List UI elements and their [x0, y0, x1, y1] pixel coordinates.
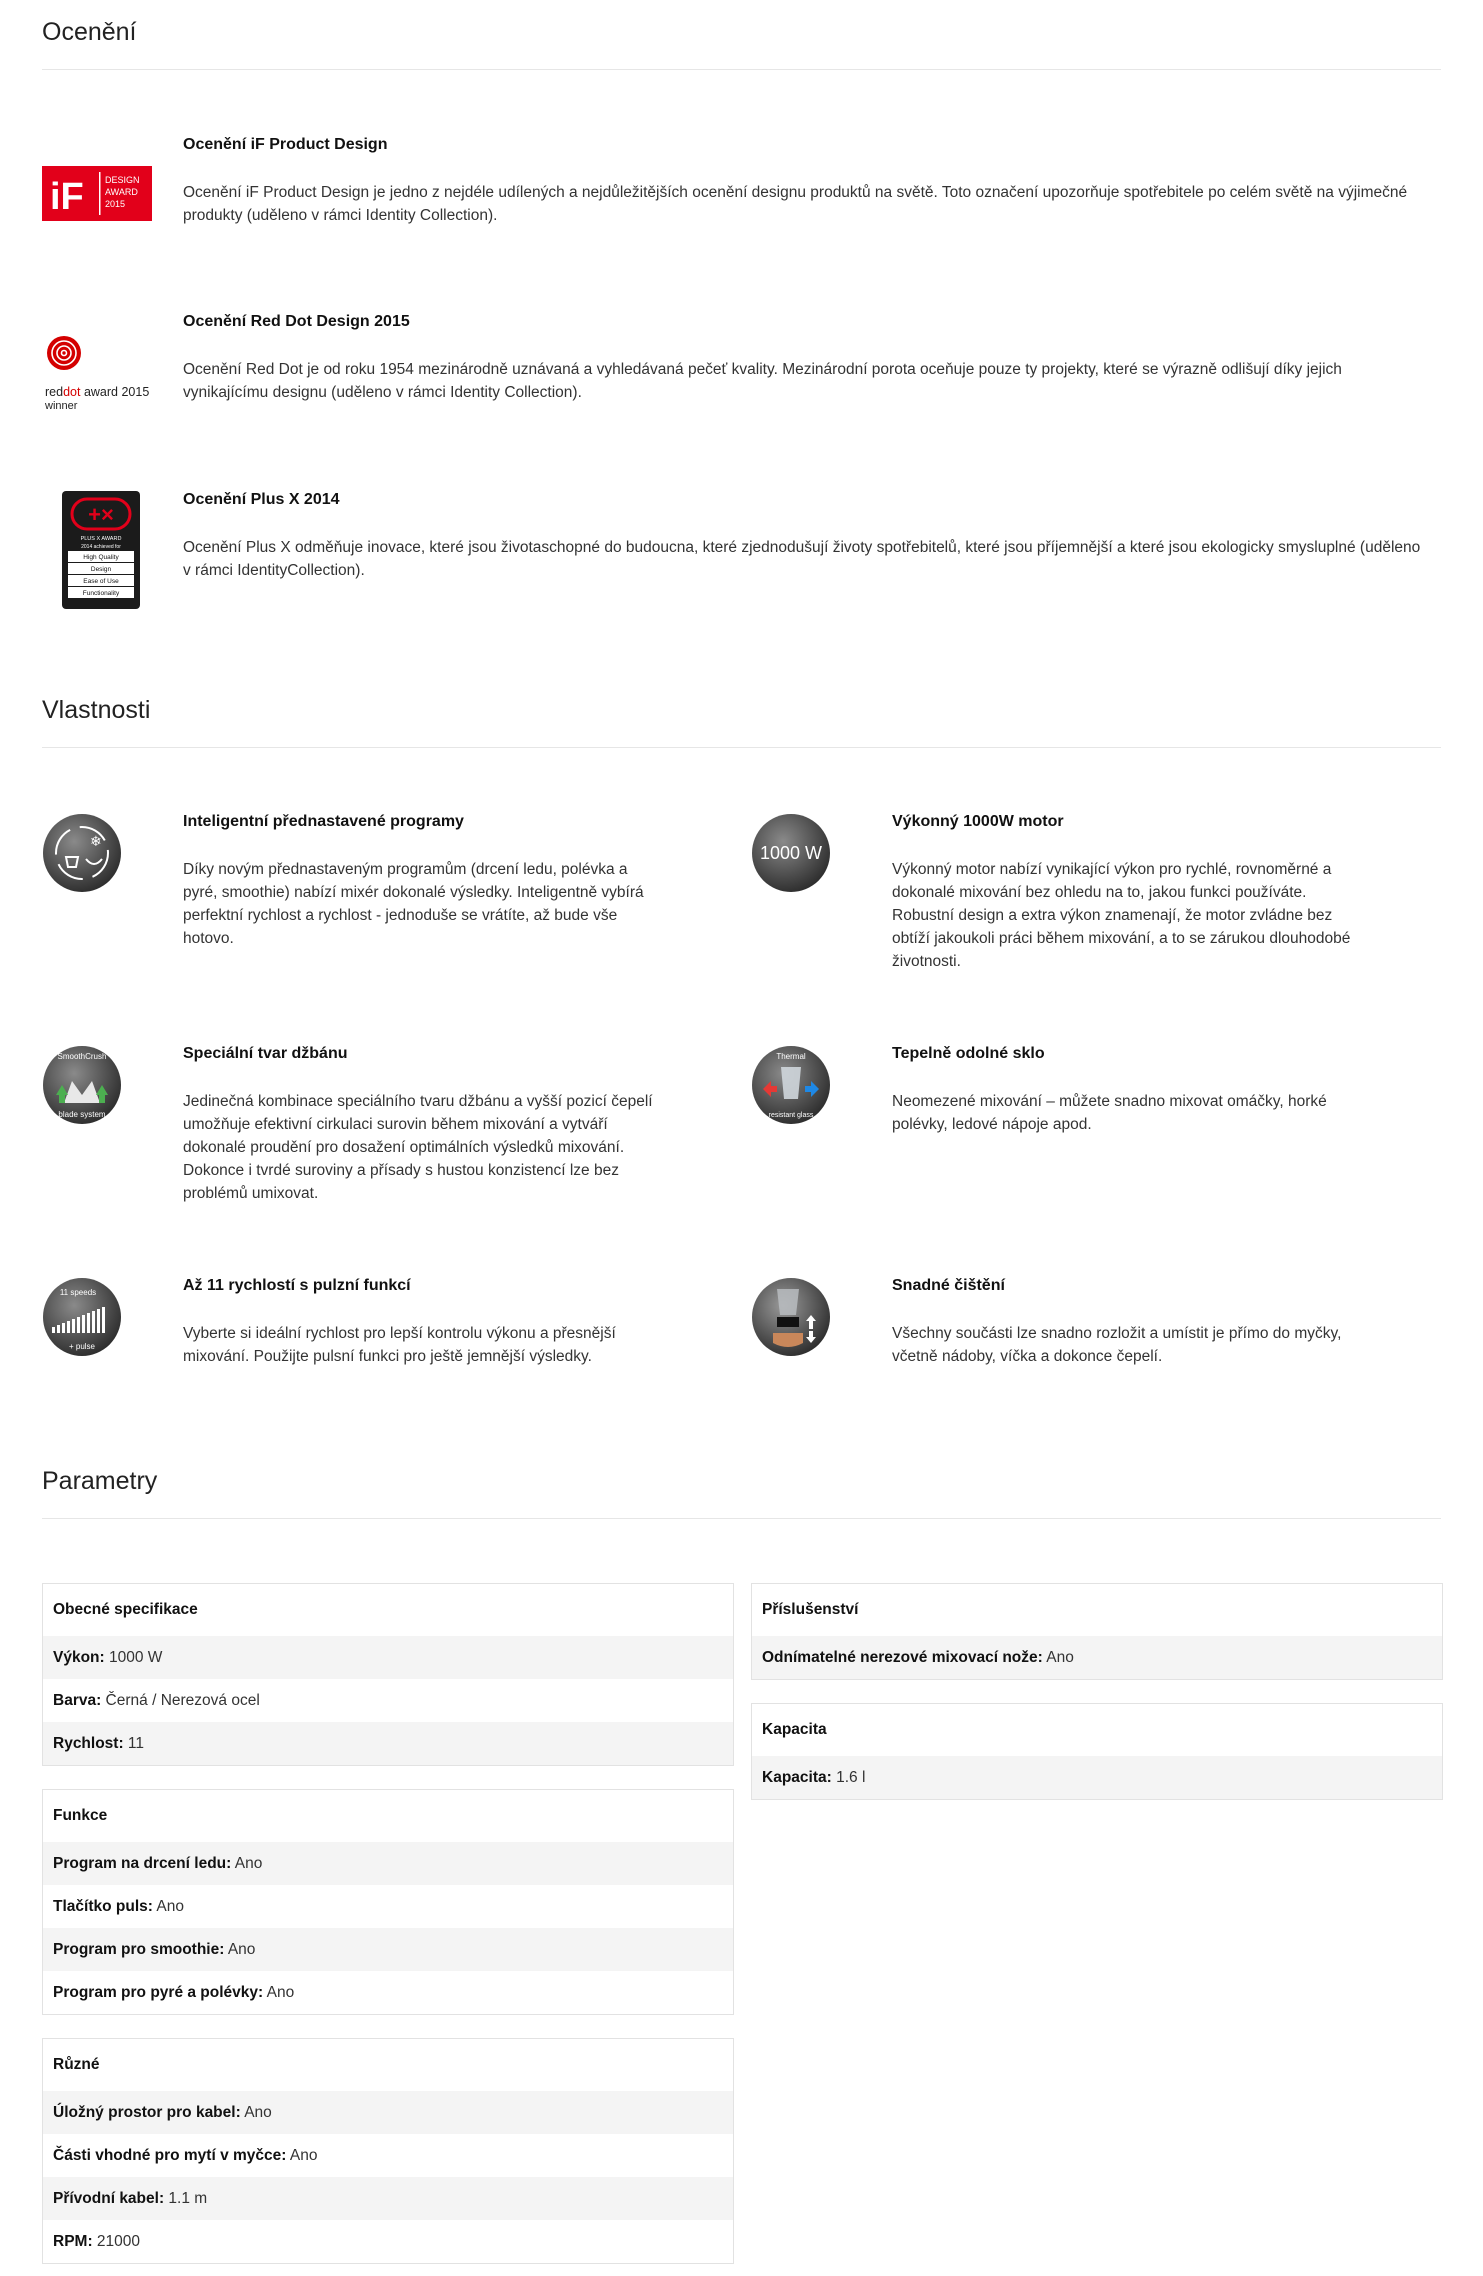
spec-row — [43, 2177, 733, 2220]
spec-table-accessories — [751, 1583, 1443, 1680]
spec-row — [43, 2091, 733, 2134]
motor-icon-label: 1000 W — [759, 843, 823, 863]
smoothcrush-blade-icon — [42, 1045, 122, 1125]
spec-row — [43, 1928, 733, 1971]
feature-item — [42, 813, 644, 973]
if-design-award-logo — [42, 166, 170, 221]
spec-table-heading: Kapacita — [762, 1721, 827, 1738]
plus-x-category-2: Design — [90, 566, 112, 573]
svg-text:+×: +× — [88, 502, 114, 527]
spec-label: Program pro smoothie: — [53, 1941, 225, 1958]
plus-x-category-1: High Quality — [83, 554, 119, 561]
plus-x-category-4: Functionality — [82, 590, 120, 597]
if-logo-mark: iF — [50, 176, 84, 218]
thermal-top-text: Thermal — [776, 1052, 806, 1061]
plus-x-header: PLUS X AWARD — [80, 536, 122, 542]
feature-title: Výkonný 1000W motor — [892, 813, 1064, 830]
spec-table-misc — [42, 2038, 734, 2264]
spec-value: Ano — [263, 1984, 295, 2001]
spec-row — [752, 1636, 1442, 1679]
spec-table-capacity — [751, 1703, 1443, 1800]
if-logo-line-3: 2015 — [105, 199, 126, 209]
feature-description: Jedinečná kombinace speciálního tvaru džbánu a vyšší pozicí čepelí umožňuje efektivní cirkulaci surovin během mixování a vytváří dokonalé proudění pro dosažení optimálních výsledků mixování. Dokonce i tvrdé suroviny a přísady s hustou konzistencí lze bez problémů umixovat. — [183, 1093, 653, 1202]
features-divider — [42, 747, 1441, 748]
if-logo-line-2: AWARD — [105, 187, 138, 197]
award-title: Ocenění Red Dot Design 2015 — [183, 313, 410, 330]
spec-value: Ano — [286, 2147, 318, 2164]
spec-table-heading: Různé — [53, 2056, 100, 2073]
if-logo-line-1: DESIGN — [105, 175, 140, 185]
plus-x-subheader: 2014 achieved for — [81, 544, 121, 550]
speeds-top-text: 11 speeds — [59, 1288, 97, 1297]
red-dot-year: award 2015 — [80, 385, 150, 399]
thermal-glass-icon — [751, 1045, 831, 1125]
smoothcrush-bottom-text: blade system — [58, 1110, 106, 1119]
feature-description: Vyberte si ideální rychlost pro lepší kontrolu výkonu a přesnější mixování. Použijte pulsní funkci pro ještě jemnější výsledky. — [183, 1325, 616, 1365]
spec-row — [43, 2220, 733, 2263]
award-description: Ocenění Plus X odměňuje inovace, které jsou životaschopné do budoucna, které zjednodušují životy spotřebitelů, které jsou příjemnější a které jsou ekologicky smysluplné (uděleno v rámci IdentityCollection). — [183, 539, 1421, 579]
plus-x-category-3: Ease of Use — [83, 578, 119, 585]
spec-row — [43, 1885, 733, 1928]
spec-value: 1000 W — [104, 1649, 163, 1666]
spec-value: 21000 — [92, 2233, 141, 2250]
spec-label: Barva: — [53, 1692, 102, 1709]
speeds-bottom-text: + pulse — [68, 1342, 96, 1351]
spec-table-heading: Funkce — [53, 1807, 108, 1824]
spec-value: Ano — [224, 1941, 256, 1958]
feature-item — [751, 1045, 1327, 1165]
feature-title: Snadné čištění — [892, 1277, 1005, 1294]
spec-row — [43, 1971, 733, 2014]
award-description: Ocenění Red Dot je od roku 1954 mezinárodně uznávaná a vyhledávaná pečeť kvality. Mezinárodní porota oceňuje pouze ty projekty, které se výrazně odlišují díky jejich vynikajícímu designu (uděleno v rámci Identity Collection). — [183, 361, 1342, 401]
spec-label: Výkon: — [53, 1649, 105, 1666]
feature-title: Tepelně odolné sklo — [892, 1045, 1045, 1062]
smart-programs-icon — [42, 813, 122, 893]
spec-label: Přívodní kabel: — [53, 2190, 165, 2207]
spec-label: RPM: — [53, 2233, 93, 2250]
feature-title: Až 11 rychlostí s pulzní funkcí — [183, 1277, 411, 1294]
red-dot-brand-dot: dot — [63, 385, 81, 399]
spec-table-heading: Příslušenství — [762, 1601, 859, 1618]
spec-value: 1.6 l — [831, 1769, 866, 1786]
spec-value: Ano — [1042, 1649, 1074, 1666]
feature-title: Speciální tvar džbánu — [183, 1045, 348, 1062]
motor-1000w-icon — [751, 813, 831, 893]
speeds-pulse-icon — [42, 1277, 122, 1357]
spec-value: Ano — [152, 1898, 184, 1915]
awards-section-title: Ocenění — [42, 18, 137, 46]
spec-label: Tlačítko puls: — [53, 1898, 153, 1915]
easy-cleaning-icon — [751, 1277, 831, 1357]
award-item-red-dot — [42, 313, 1441, 433]
feature-description: Všechny součásti lze snadno rozložit a umístit je přímo do myčky, včetně nádoby, víčka a dokonce čepelí. — [892, 1325, 1342, 1365]
feature-description: Neomezené mixování – můžete snadno mixovat omáčky, horké polévky, ledové nápoje apod. — [892, 1093, 1327, 1133]
spec-table-heading: Obecné specifikace — [53, 1601, 198, 1618]
feature-item — [751, 813, 1351, 973]
spec-label: Části vhodné pro mytí v myčce: — [53, 2147, 287, 2164]
award-item-plus-x — [42, 491, 1441, 621]
feature-item — [751, 1277, 1342, 1397]
red-dot-award-logo — [42, 333, 170, 415]
award-title: Ocenění Plus X 2014 — [183, 491, 340, 508]
spec-label: Kapacita: — [762, 1769, 832, 1786]
spec-row — [43, 1842, 733, 1885]
feature-item — [42, 1045, 653, 1225]
spec-value: Ano — [231, 1855, 263, 1872]
spec-label: Úložný prostor pro kabel: — [53, 2104, 241, 2121]
spec-row — [43, 1722, 733, 1765]
spec-row — [43, 1636, 733, 1679]
svg-text:❄: ❄ — [90, 834, 102, 850]
award-item-if — [42, 136, 1441, 256]
red-dot-brand-red: red — [45, 385, 64, 399]
spec-value: 1.1 m — [164, 2190, 208, 2207]
spec-label: Odnímatelné nerezové mixovací nože: — [762, 1649, 1043, 1666]
spec-value: Ano — [240, 2104, 272, 2121]
svg-text:reddot award 2015 — [45, 385, 149, 399]
spec-table-general — [42, 1583, 734, 1766]
spec-label: Program na drcení ledu: — [53, 1855, 232, 1872]
spec-label: Program pro pyré a polévky: — [53, 1984, 264, 2001]
feature-description: Díky novým přednastaveným programům (drcení ledu, polévka a pyré, smoothie) nabízí mixér dokonalé výsledky. Inteligentně vybírá perfektní rychlost a rychlost - jednoduše se vrátíte, až bude vše hotovo. — [183, 861, 644, 947]
params-divider — [42, 1518, 1441, 1519]
feature-item — [42, 1277, 616, 1397]
spec-label: Rychlost: — [53, 1735, 124, 1752]
feature-title: Inteligentní přednastavené programy — [183, 813, 464, 830]
award-title: Ocenění iF Product Design — [183, 136, 388, 153]
plus-x-award-logo — [62, 491, 190, 609]
spec-row — [752, 1756, 1442, 1799]
spec-value: 11 — [123, 1735, 145, 1752]
smoothcrush-top-text: SmoothCrush — [57, 1052, 107, 1061]
features-section-title: Vlastnosti — [42, 696, 151, 724]
params-section-title: Parametry — [42, 1467, 158, 1495]
award-description: Ocenění iF Product Design je jedno z nejdéle udílených a nejdůležitějších ocenění designu produktů na světě. Toto označení upozorňuje spotřebitele po celém světě na výjimečné produkty (uděleno v rámci Identity Collection). — [183, 184, 1408, 224]
feature-description: Výkonný motor nabízí vynikající výkon pro rychlé, rovnoměrné a dokonalé mixování bez ohledu na to, jakou funkci používáte. Robustní design a extra výkon znamenají, že motor zvládne bez obtíží jakoukoli práci během mixování, a to se zárukou dlouhodobé životnosti. — [892, 861, 1351, 970]
spec-row — [43, 1679, 733, 1722]
awards-divider — [42, 69, 1441, 70]
thermal-bottom-text: resistant glass — [768, 1112, 814, 1119]
spec-table-functions — [42, 1789, 734, 2015]
red-dot-winner-text: winner — [45, 400, 78, 412]
spec-row — [43, 2134, 733, 2177]
spec-value: Černá / Nerezová ocel — [101, 1692, 260, 1709]
